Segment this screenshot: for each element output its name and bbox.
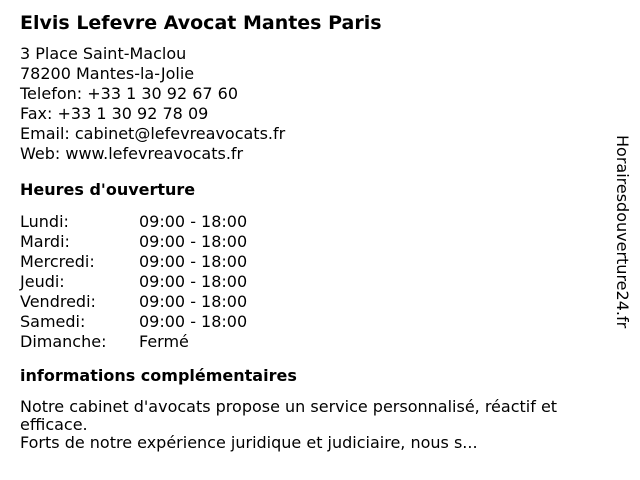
hours-row-thursday [20,272,600,292]
business-name: Elvis Lefevre Avocat Mantes Paris [20,12,382,34]
info-heading: informations complémentaires [20,366,297,385]
info-paragraph-1: Notre cabinet d'avocats propose un service personnalisé, réactif et efficace. [20,397,558,434]
hours-day: Jeudi: [20,272,65,291]
hours-day: Dimanche: [20,332,107,351]
hours-time: 09:00 - 18:00 [139,252,248,271]
hours-row-sunday [20,332,600,352]
info-paragraph-2: Forts de notre expérience juridique et judiciaire, nous s... [20,433,478,452]
site-watermark: Horairesdouverture24.fr [613,135,632,329]
email-line: Email: cabinet@lefevreavocats.fr [20,124,286,143]
hours-row-saturday [20,312,600,332]
hours-time: 09:00 - 18:00 [139,292,248,311]
hours-time: Fermé [139,332,189,351]
contact-block [20,44,600,164]
hours-time: 09:00 - 18:00 [139,312,248,331]
hours-table [20,212,600,352]
hours-heading: Heures d'ouverture [20,180,196,199]
hours-day: Lundi: [20,212,69,231]
hours-time: 09:00 - 18:00 [139,212,248,231]
address-line-2: 78200 Mantes-la-Jolie [20,64,195,83]
hours-row-wednesday [20,252,600,272]
hours-day: Vendredi: [20,292,96,311]
phone-line: Telefon: +33 1 30 92 67 60 [20,84,239,103]
hours-row-friday [20,292,600,312]
address-line-1: 3 Place Saint-Maclou [20,44,187,63]
hours-row-monday [20,212,600,232]
hours-day: Mardi: [20,232,70,251]
fax-line: Fax: +33 1 30 92 78 09 [20,104,209,123]
info-description [20,398,600,452]
hours-row-tuesday [20,232,600,252]
hours-day: Samedi: [20,312,86,331]
business-card [20,12,600,452]
web-line: Web: www.lefevreavocats.fr [20,144,244,163]
hours-day: Mercredi: [20,252,95,271]
hours-time: 09:00 - 18:00 [139,272,248,291]
hours-time: 09:00 - 18:00 [139,232,248,251]
